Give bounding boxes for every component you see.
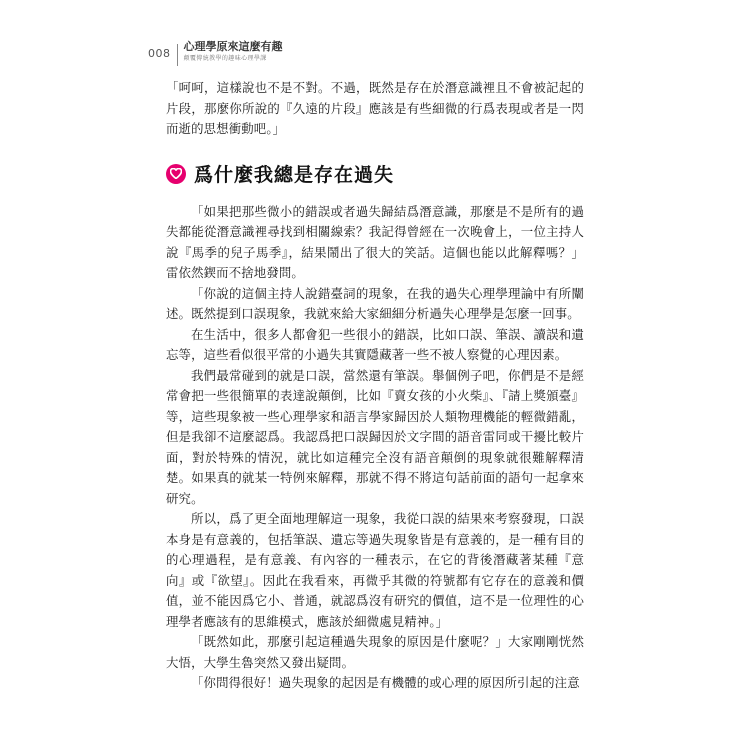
body-paragraph: 在生活中，很多人都會犯一些很小的錯誤，比如口誤、筆誤、讀誤和遺忘等，這些看似很平常的小過失其實隱藏著一些不被人察覺的心理因素。	[166, 326, 584, 362]
page-number: 008	[148, 47, 171, 60]
page-body	[166, 78, 584, 694]
running-header	[148, 40, 283, 70]
header-text	[184, 40, 283, 63]
heart-icon	[166, 164, 186, 184]
header-divider	[177, 44, 178, 66]
book-title: 心理學原來這麼有趣	[183, 40, 283, 53]
body-paragraph: 所以，爲了更全面地理解這一現象，我從口誤的結果來考察發現，口誤本身是有意義的，包括筆誤、遺忘等過失現象皆是有意義的，是一種有目的的心理過程，是有意義、有內容的一種表示，在它的背後潛藏著某種『意向』或『欲望』。因此在我看來，再微乎其微的符號都有它存在的意義和價值，並不能因爲它小、普通，就認爲沒有研究的價值，這不是一位理性的心理學者應該有的思維模式，應該於細微處見精神。」	[166, 511, 584, 629]
section-heading	[166, 160, 584, 188]
body-paragraph: 「你問得很好！過失現象的起因是有機體的或心理的原因所引起的注意	[191, 675, 580, 690]
body-paragraph: 我們最常碰到的就是口誤，當然還有筆誤。舉個例子吧，你們是不是經常會把一些很簡單的表達說顛倒，比如『賣女孩的小火柴』、『請上獎頒臺』等，這些現象被一些心理學家和語言學家歸因於人類物理機能的輕微錯亂，但是我卻不這麼認爲。我認爲把口誤歸因於文字間的語音雷同或干擾比較片面，對於特殊的情況，就比如這種完全沒有語音顛倒的現象就很難解釋清楚。如果真的就某一特例來解釋，那就不得不將這句話前面的語句一起拿來研究。	[166, 367, 584, 506]
section-title: 爲什麼我總是存在過失	[194, 164, 395, 186]
body-paragraph: 「既然如此，那麼引起這種過失現象的原因是什麼呢？」大家剛剛恍然大悟，大學生魯突然又發出疑問。	[166, 634, 584, 670]
book-subtitle: 顛覆傳統教學的趣味心理學課	[183, 55, 267, 62]
body-paragraph: 「你說的這個主持人說錯臺詞的現象，在我的過失心理學理論中有所闡述。既然提到口誤現象，我就來給大家細細分析過失心理學是怎麼一回事。	[166, 285, 584, 321]
intro-paragraph: 「呵呵，這樣說也不是不對。不過，既然是存在於潛意識裡且不會被記起的片段，那麼你所說的『久遠的片段』應該是有些細微的行爲表現或者是一閃而逝的思想衝動吧。」	[166, 80, 584, 136]
body-paragraph: 「如果把那些微小的錯誤或者過失歸結爲潛意識，那麼是不是所有的過失都能從潛意識裡尋找到相關線索？我記得曾經在一次晚會上，一位主持人說『馬季的兒子馬季』，結果鬧出了很大的笑話。這個也能以此解釋嗎？」雷依然鍥而不捨地發問。	[166, 203, 584, 280]
